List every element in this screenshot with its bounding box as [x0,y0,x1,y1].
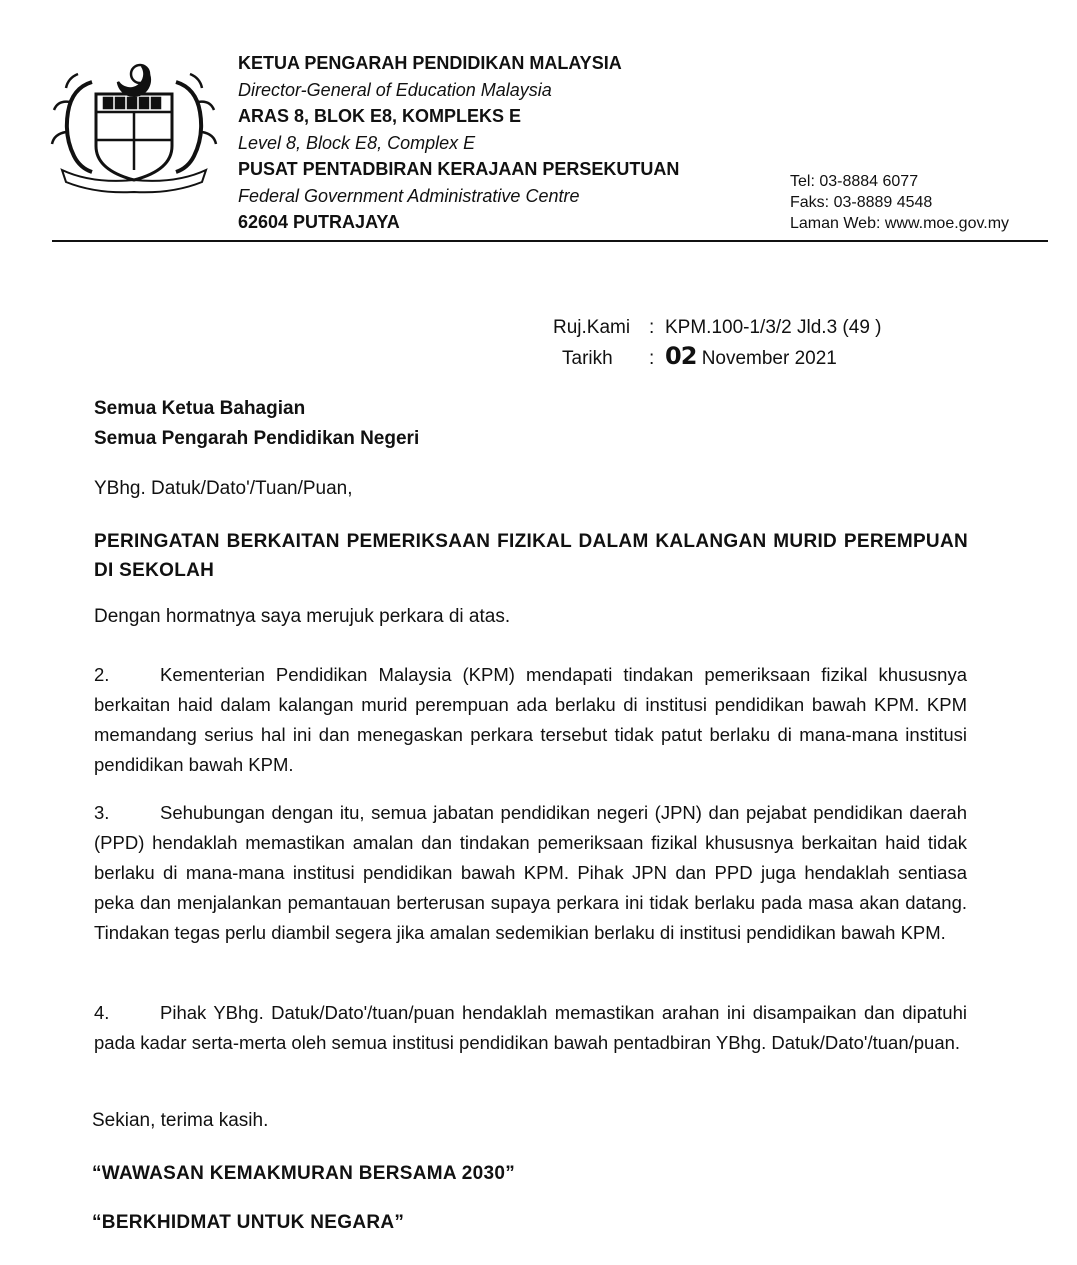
paragraph-number: 3. [94,802,110,823]
tarikh-separator: : [649,348,655,369]
letterhead-line: 62604 PUTRAJAYA [238,212,400,232]
motto-berkhidmat: “BERKHIDMAT UNTUK NEGARA” [92,1212,405,1233]
letterhead-line: Level 8, Block E8, Complex E [238,132,476,153]
paragraph-number: 4. [94,1002,110,1023]
paragraph-text: Kementerian Pendidikan Malaysia (KPM) mendapati tindakan pemeriksaan fizikal khususnya berkaitan haid dalam kalangan murid perempuan ada berlaku di institusi pendidikan bawah KPM. KPM memandang serius hal ini dan menegaskan perkara tersebut tidak patut berlaku di mana-mana institusi pendidikan bawah KPM. [94,664,967,775]
letterhead-contact [790,171,1009,234]
recipients [94,394,419,454]
letterhead-line: KETUA PENGARAH PENDIDIKAN MALAYSIA [238,53,622,73]
paragraph-4 [94,998,967,1058]
tarikh-month-year: November 2021 [701,348,837,369]
motto-wawasan: “WAWASAN KEMAKMURAN BERSAMA 2030” [92,1163,516,1184]
ruj-label: Ruj.Kami [553,317,631,338]
letterhead-line: PUSAT PENTADBIRAN KERAJAAN PERSEKUTUAN [238,159,680,179]
letterhead-address [238,50,679,236]
ruj-separator: : [649,317,655,338]
letterhead-line: Director-General of Education Malaysia [238,79,552,100]
salutation: YBhg. Datuk/Dato'/Tuan/Puan, [94,478,353,499]
reference-block [553,314,882,373]
paragraph-3 [94,798,967,948]
malaysia-coat-of-arms-icon [48,52,218,202]
intro-line: Dengan hormatnya saya merujuk perkara di atas. [94,606,511,627]
recipient-line: Semua Pengarah Pendidikan Negeri [94,428,420,449]
paragraph-number: 2. [94,664,110,685]
tarikh-day-handwritten: 02 [665,342,697,370]
header-divider [52,240,1048,242]
paragraph-2 [94,660,967,780]
letterhead-line: ARAS 8, BLOK E8, KOMPLEKS E [238,106,522,126]
contact-fax: Faks: 03-8889 4548 [790,194,933,211]
letterhead-line: Federal Government Administrative Centre [238,185,580,206]
contact-web: Laman Web: www.moe.gov.my [790,215,1010,232]
closing-line: Sekian, terima kasih. [92,1110,269,1131]
contact-tel: Tel: 03-8884 6077 [790,173,919,190]
paragraph-text: Sehubungan dengan itu, semua jabatan pendidikan negeri (JPN) dan pejabat pendidikan daerah (PPD) hendaklah memastikan amalan dan tindakan pemeriksaan fizikal khususnya berkaitan haid tidak berlaku di mana-mana institusi pendidikan bawah KPM. Pihak JPN dan PPD juga hendaklah sentiasa peka dan menjalankan pemantauan berterusan supaya perkara ini tidak berlaku pada masa akan datang. Tindakan tegas perlu diambil segera jika amalan sedemikian berlaku di institusi pendidikan bawah KPM. [94,802,967,943]
letter-subject: PERINGATAN BERKAITAN PEMERIKSAAN FIZIKAL DALAM KALANGAN MURID PEREMPUAN DI SEKOLAH [94,531,968,581]
ruj-value: KPM.100-1/3/2 Jld.3 (49 ) [665,317,882,338]
paragraph-text: Pihak YBhg. Datuk/Dato'/tuan/puan hendaklah memastikan arahan ini disampaikan dan dipatuhi pada kadar serta-merta oleh semua institusi pendidikan bawah pentadbiran YBhg. Datuk/Dato'/tuan/puan. [94,1002,967,1053]
tarikh-label: Tarikh [562,348,613,369]
recipient-line: Semua Ketua Bahagian [94,398,306,419]
